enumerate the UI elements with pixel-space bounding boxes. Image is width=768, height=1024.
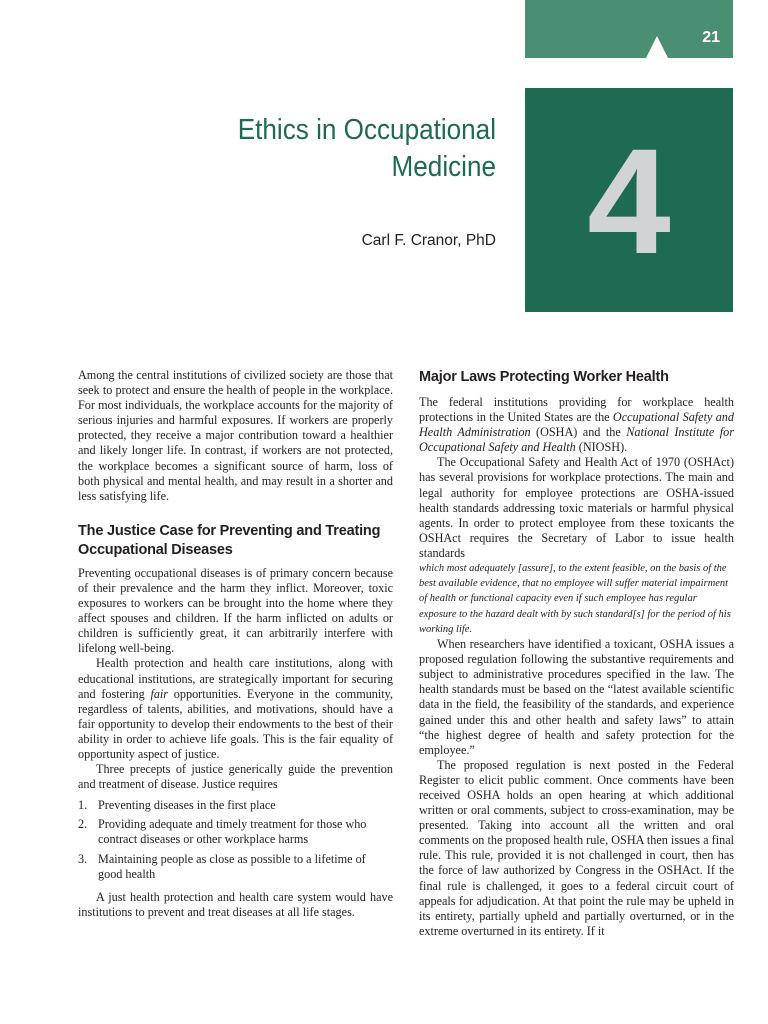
chapter-number: 4 — [587, 117, 671, 285]
section-heading-major-laws: Major Laws Protecting Worker Health — [419, 369, 669, 385]
page-number: 21 — [702, 29, 720, 46]
p2-emphasis: fair — [150, 686, 169, 701]
laws-paragraph-1 — [419, 395, 734, 455]
list-item — [78, 817, 393, 847]
p2-text-b: opportunities. Everyone in the community, regardless of talents, abilities, and motivations, should have a fair opportunity to develop their endowments to the best of their ability in order to achieve life goals. This is the fair equality of opportunity aspect of justice. — [78, 686, 394, 761]
list-item-text: Preventing diseases in the first place — [98, 798, 276, 813]
laws-p1-text-c: (NIOSH). — [575, 440, 628, 455]
chapter-author: Carl F. Cranor, PhD — [361, 232, 496, 249]
justice-paragraph-2 — [78, 656, 393, 762]
laws-p1-emphasis-osha: Occupational Safety and Health Administration — [419, 410, 734, 440]
list-item-number: 2. — [78, 817, 88, 832]
section-heading-justice: The Justice Case for Preventing and Treating Occupational Diseases — [78, 522, 381, 558]
precepts-list — [78, 798, 393, 881]
block-quote: which most adequately [assure], to the extent feasible, on the basis of the best available evidence, that no employee will suffer material impairment of health or functional capacity even if such employee has regular exposure to the hazard dealt with by such standard[s] for the period of his working life. — [419, 563, 731, 635]
chapter-title — [136, 112, 496, 186]
chapter-title-line-2: Medicine — [391, 151, 496, 183]
justice-paragraph-1: Preventing occupational diseases is of primary concern because of their prevalence and the harm they inflict. Moreover, toxic exposures to workers can be brought into the home where they affect spouses and children. If the harm inflicted on adults or children is sufficiently great, it can arbitrarily interfere with lifelong well-being. — [78, 565, 393, 656]
list-item — [78, 852, 393, 882]
laws-p1-emphasis-niosh: National Institute for Occupational Safety and Health — [419, 425, 734, 455]
laws-p1-text-a: The federal institutions providing for workplace health protections in the United States are the — [419, 395, 734, 425]
chapter-title-line-1: Ethics in Occupational — [237, 114, 496, 146]
laws-paragraph-3: When researchers have identified a toxicant, OSHA issues a proposed regulation following the substantive requirements and subject to administrative procedures specified in the law. The health standards must be based on the “latest available scientific data in the field, the feasibility of the standards, and experience gained under this and other health and safety laws” to attain “the highest degree of health and safety protection for the employee.” — [419, 637, 734, 757]
laws-paragraph-2: The Occupational Safety and Health Act of 1970 (OSHAct) has several provisions for workplace protections. The main and legal authority for employee protections are OSHA-issued health standards addressing toxic materials or harmful physical agents. In order to protect employee from these toxicants the OSHAct requires the Secretary of Labor to issue health standards — [419, 455, 734, 560]
intro-paragraph: Among the central institutions of civilized society are those that seek to protect and ensure the health of people in the workplace. For most individuals, the workplace accounts for the majority of serious injuries and harmful exposures. If workers are properly protected, they receive a major contribution toward a healthier and likely longer life. In contrast, if workers are not protected, the workplace becomes a significant source of harm, loss of both physical and mental health, and may result in a shorter and less satisfying life. — [78, 368, 393, 503]
list-item-number: 3. — [78, 851, 88, 866]
list-item — [78, 798, 393, 813]
list-item-number: 1. — [78, 798, 88, 813]
triangle-marker-icon — [646, 36, 668, 58]
right-column — [419, 368, 734, 939]
laws-p1-text-b: (OSHA) and the — [530, 425, 627, 440]
laws-paragraph-4: The proposed regulation is next posted in the Federal Register to elicit public comment. Once comments have been received OSHA holds an open hearing at which additional written or oral comments, subject to cross-examination, may be presented. Taking into account all the written and oral comments on the proposed health rule, OSHA then issues a final rule. This rule, provided it is not challenged in court, then has the force of law authorized by Congress in the OSHAct. If the final rule is challenged, it goes to a federal circuit court of appeals for adjudication. At that point the rule may be upheld in its entirety, partially upheld and partially overturned, or in the extreme overturned in its entirety. If it — [419, 757, 734, 938]
chapter-number-box — [525, 88, 733, 312]
list-item-text: Maintaining people as close as possible to a lifetime of good health — [98, 851, 366, 881]
justice-paragraph-3: Three precepts of justice generically guide the prevention and treatment of disease. Justice requires — [78, 762, 393, 792]
left-column — [78, 368, 393, 920]
p2-text-a: Health protection and health care institutions, along with educational institutions, are strategically important for securing and fostering — [78, 656, 393, 701]
justice-paragraph-4: A just health protection and health care system would have institutions to prevent and treat diseases at all life stages. — [78, 889, 393, 919]
list-item-text: Providing adequate and timely treatment for those who contract diseases or other workplace harms — [98, 817, 367, 847]
